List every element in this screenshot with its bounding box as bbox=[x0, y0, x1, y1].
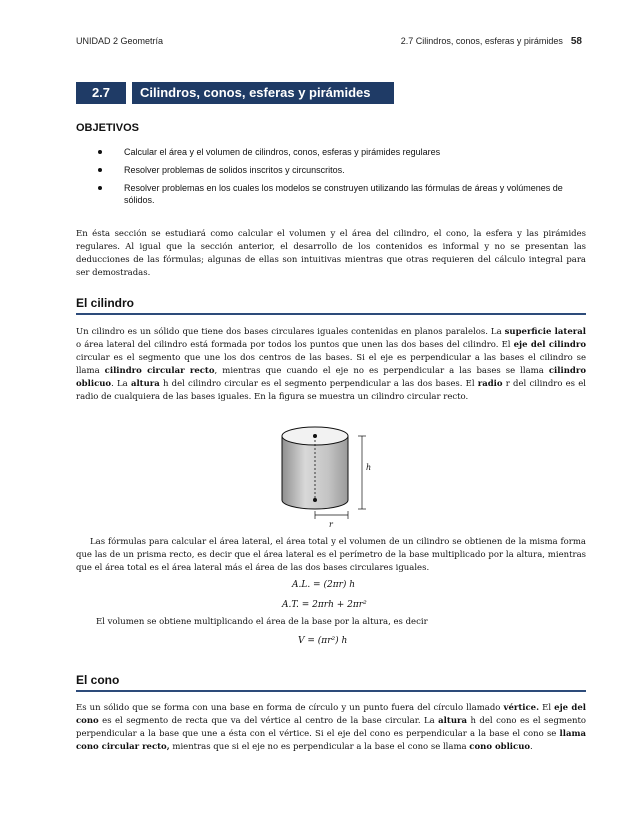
height-label: h bbox=[366, 463, 372, 472]
cylinder-figure bbox=[270, 422, 380, 530]
section-ref: 2.7 Cilindros, conos, esferas y pirámides bbox=[400, 36, 563, 46]
cylinder-heading bbox=[76, 296, 586, 310]
term-right-cylinder: cilindro circular recto bbox=[104, 366, 215, 376]
unit-label: UNIDAD 2 Geometría bbox=[76, 36, 164, 46]
cone-definition bbox=[76, 702, 586, 754]
cone-heading-text: El cono bbox=[76, 673, 120, 687]
text-run: circular es el segmento que une los dos centros de las bases. Si el eje es perpendicular a las bases el cilindro se llama bbox=[76, 353, 586, 376]
text-run: El bbox=[539, 703, 555, 713]
term-cone-axis: eje del cono bbox=[76, 703, 586, 726]
formula-lateral-area: A.L. = (2πr) h bbox=[292, 580, 356, 590]
list-item bbox=[76, 146, 586, 158]
objective-text: Resolver problemas de solidos inscritos y circunscritos. bbox=[124, 165, 345, 175]
cylinder-formulas-paragraph: Las fórmulas para calcular el área lateral, el área total y el volumen de un cilindro se obtienen de la misma forma que las de un prisma recto, es decir que el área lateral es el perímetro de la base multiplicado por la altura, mientras que el área total es el área lateral más el área de las dos bases circulares iguales. bbox=[76, 537, 586, 573]
section-title-bar bbox=[76, 82, 394, 104]
text-run: Un cilindro es un sólido que tiene dos bases circulares iguales contenidas en planos paralelos. La bbox=[76, 327, 505, 337]
text-run: r del cilindro es el radio de cualquiera de las bases iguales. En la figura se muestra un cilindro circular recto. bbox=[76, 379, 586, 402]
text-run: , mientras que cuando el eje no es perpendicular a las bases se llama bbox=[214, 366, 549, 376]
heading-rule bbox=[76, 313, 586, 315]
radius-label: r bbox=[329, 520, 333, 529]
cylinder-heading-text: El cilindro bbox=[76, 296, 135, 310]
bullet-icon bbox=[98, 168, 102, 172]
text-run: . bbox=[530, 742, 533, 752]
page-number: 58 bbox=[570, 36, 582, 47]
term-radius: radio bbox=[477, 379, 503, 389]
volume-intro: El volumen se obtiene multiplicando el área de la base por la altura, es decir bbox=[96, 617, 428, 627]
text-run: h del cilindro circular es el segmento perpendicular a las dos bases. El bbox=[159, 379, 478, 389]
formula-total-area: A.T. = 2πrh + 2πr² bbox=[282, 600, 367, 610]
term-height: altura bbox=[130, 379, 160, 389]
section-number: 2.7 bbox=[91, 85, 111, 100]
section-title: Cilindros, conos, esferas y pirámides bbox=[140, 85, 371, 100]
term-cone-height: altura bbox=[438, 716, 468, 726]
text-run: h del cono es el segmento perpendicular a la base que une a ésta con el vértice. Si el eje del cono es perpendicular a la base el cono se bbox=[76, 716, 586, 739]
term-right-cone: llama cono circular recto, bbox=[76, 729, 586, 752]
formula-volume: V = (πr²) h bbox=[298, 636, 348, 646]
page-header bbox=[76, 36, 582, 50]
term-lateral-surface: superficie lateral bbox=[504, 327, 586, 337]
intro-paragraph: En ésta sección se estudiará como calcular el volumen y el área del cilindro, el cono, la esfera y las pirámides regulares. Al igual que la sección anterior, el desarrollo de los contenidos es informal y no se presentan las deducciones de las fórmulas; algunas de ellas son intuitivas mientras que otras requieren del cálculo integral para ser demostradas. bbox=[76, 229, 586, 278]
text-run: Es un sólido que se forma con una base en forma de círculo y un punto fuera del círculo llamado bbox=[76, 703, 504, 713]
term-cylinder-axis: eje del cilindro bbox=[513, 340, 586, 350]
term-vertex: vértice. bbox=[503, 703, 540, 713]
term-oblique-cylinder: cilindro oblicuo bbox=[76, 366, 586, 389]
cone-heading bbox=[76, 673, 586, 687]
text-run: o área lateral del cilindro está formada por todos los puntos que unen las dos bases del cilindro. El bbox=[76, 340, 514, 350]
term-oblique-cone: cono oblicuo bbox=[469, 742, 531, 752]
header-right bbox=[401, 36, 582, 47]
objectives-list bbox=[76, 146, 586, 212]
bullet-icon bbox=[98, 186, 102, 190]
title-separator bbox=[126, 82, 132, 104]
bottom-center-dot bbox=[313, 498, 317, 502]
bullet-icon bbox=[98, 150, 102, 154]
list-item bbox=[76, 164, 586, 176]
text-run: es el segmento de recta que va del vértice al centro de la base circular. La bbox=[98, 716, 439, 726]
text-run: mientras que si el eje no es perpendicular a la base el cono se llama bbox=[169, 742, 470, 752]
heading-rule bbox=[76, 690, 586, 692]
cylinder-definition bbox=[76, 326, 586, 404]
objectives-heading: OBJETIVOS bbox=[76, 122, 139, 134]
text-run: . La bbox=[111, 379, 131, 389]
list-item bbox=[76, 182, 586, 206]
top-center-dot bbox=[313, 434, 317, 438]
objective-text: Resolver problemas en los cuales los modelos se construyen utilizando las fórmulas de áreas y volúmenes de sólidos. bbox=[124, 183, 563, 205]
objective-text: Calcular el área y el volumen de cilindros, conos, esferas y pirámides regulares bbox=[124, 147, 441, 157]
